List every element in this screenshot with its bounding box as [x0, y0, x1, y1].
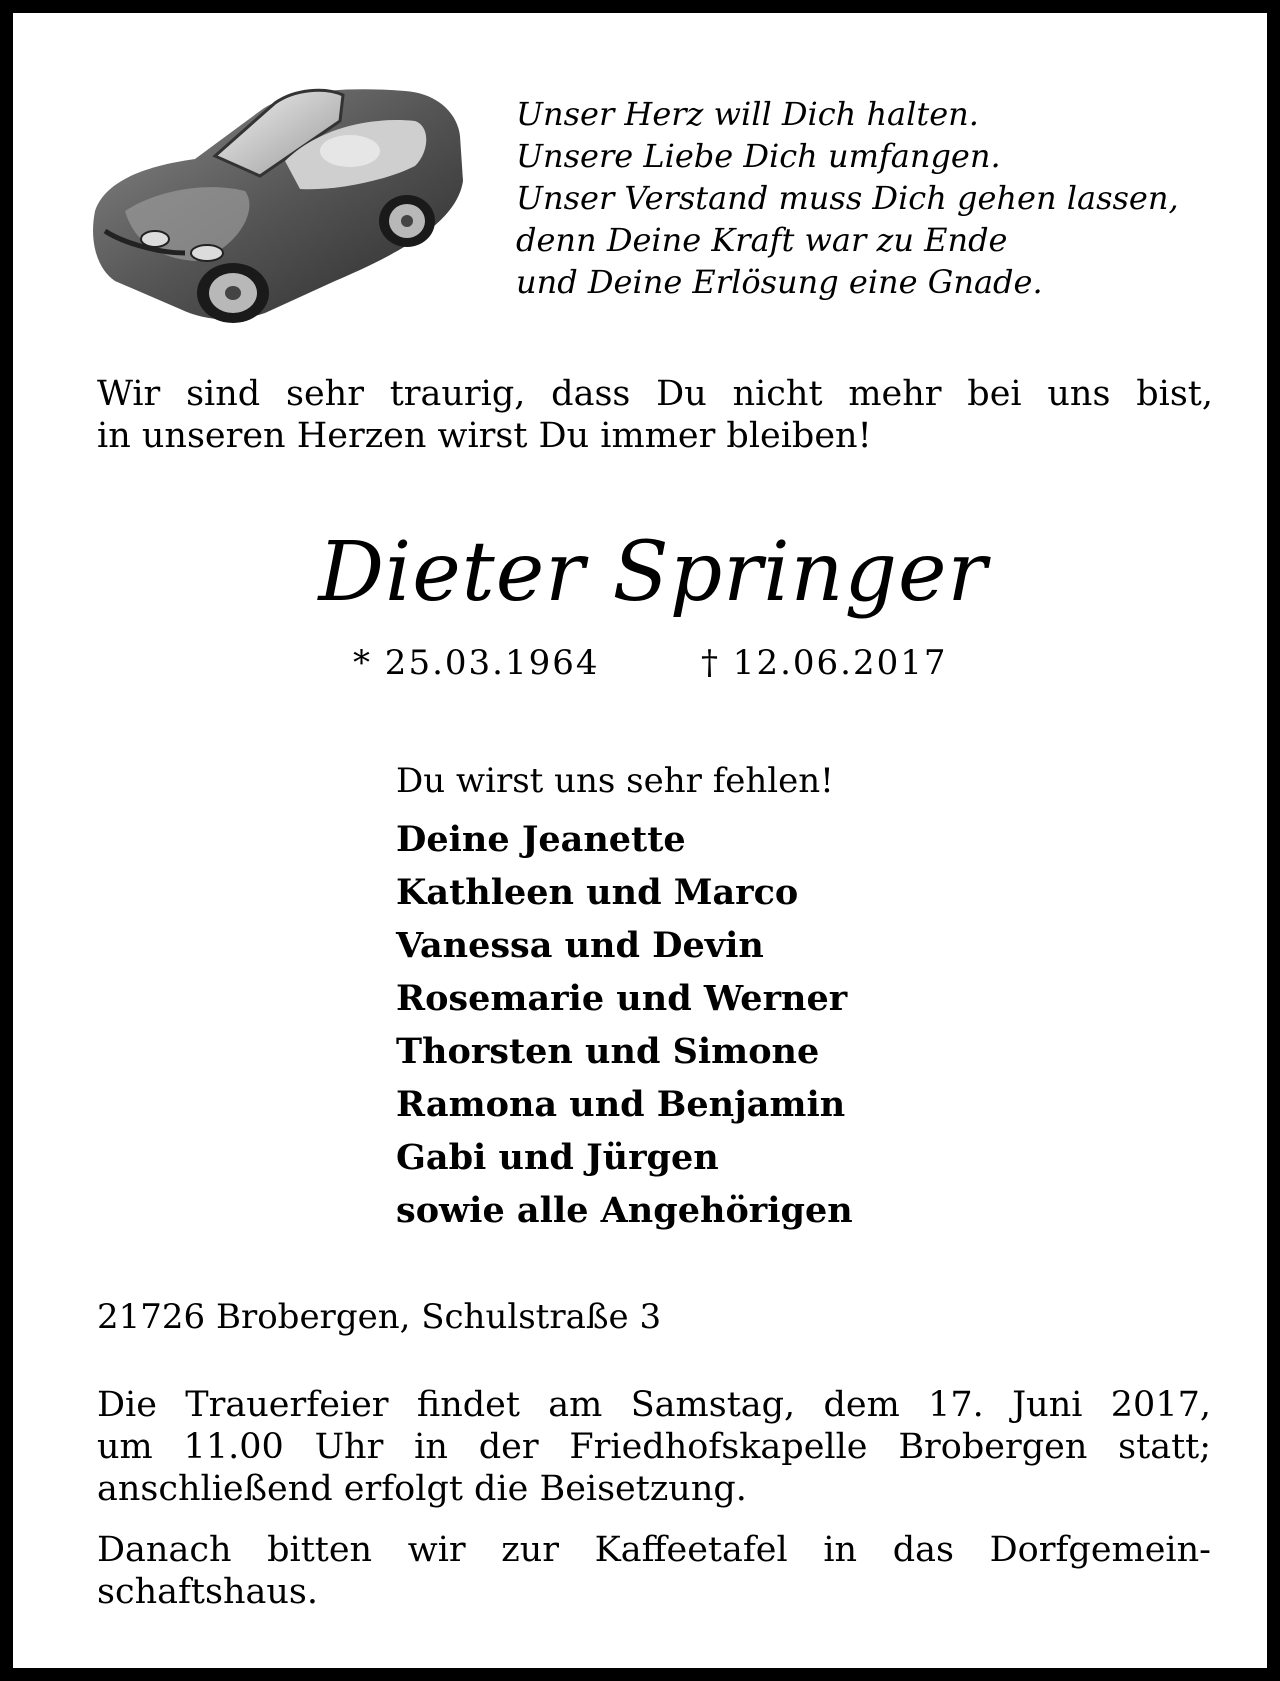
funeral-service-text — [97, 1384, 1211, 1510]
intro-text — [97, 373, 1213, 457]
mourner-name: Ramona und Benjamin — [396, 1084, 846, 1125]
service-line: Die Trauerfeier findet am Samstag, dem 17. Juni 2017, — [97, 1385, 1211, 1425]
poem-line: Unser Herz will Dich halten. — [516, 95, 979, 133]
birth-date: * 25.03.1964 — [353, 643, 600, 683]
poem-line: Unser Verstand muss Dich gehen lassen, — [516, 179, 1179, 217]
mourner-name: Kathleen und Marco — [396, 872, 799, 913]
farewell-line: Du wirst uns sehr fehlen! — [396, 761, 834, 801]
deceased-name: Dieter Springer — [318, 525, 988, 620]
poem-line: denn Deine Kraft war zu Ende — [516, 221, 1008, 259]
reception-line: schaftshaus. — [97, 1572, 318, 1612]
mourner-name: Rosemarie und Werner — [396, 978, 848, 1019]
memorial-poem — [516, 93, 1179, 303]
poem-line: und Deine Erlösung eine Gnade. — [516, 263, 1043, 301]
death-date: † 12.06.2017 — [701, 643, 948, 683]
poem-line: Unsere Liebe Dich umfangen. — [516, 137, 1001, 175]
intro-line: Wir sind sehr traurig, dass Du nicht mehr bei uns bist, — [97, 374, 1213, 414]
service-line: um 11.00 Uhr in der Friedhofskapelle Brobergen statt; — [97, 1427, 1211, 1467]
mourner-name: Vanessa und Devin — [396, 925, 764, 966]
reception-line: Danach bitten wir zur Kaffeetafel in das Dorfgemein- — [97, 1530, 1211, 1570]
intro-line: in unseren Herzen wirst Du immer bleiben! — [97, 416, 872, 456]
family-address: 21726 Brobergen, Schulstraße 3 — [97, 1297, 662, 1337]
mourner-name: Thorsten und Simone — [396, 1031, 820, 1072]
mourner-name: Gabi und Jürgen — [396, 1137, 719, 1178]
mourner-name: Deine Jeanette — [396, 819, 686, 860]
convertible-car-image — [85, 81, 470, 331]
mourner-name: sowie alle Angehörigen — [396, 1190, 853, 1231]
service-line: anschließend erfolgt die Beisetzung. — [97, 1469, 747, 1509]
mourners-list — [396, 813, 853, 1237]
reception-text — [97, 1529, 1211, 1613]
